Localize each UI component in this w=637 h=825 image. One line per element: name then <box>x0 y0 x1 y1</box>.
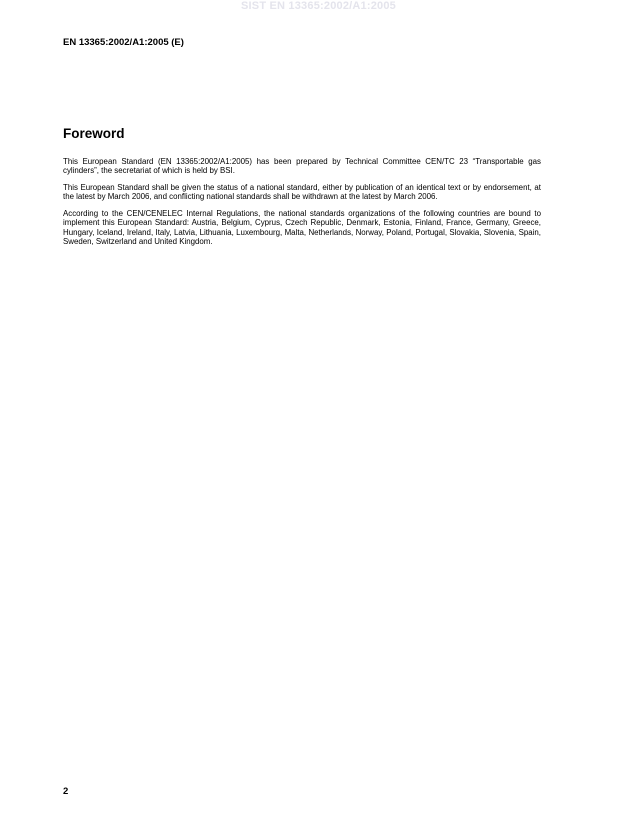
foreword-paragraph-2: This European Standard shall be given the status of a national standard, either by publication of an identical text or by endorsement, at the latest by March 2006, and conflicting national standards shall be withdrawn at the latest by March 2006. <box>63 183 541 202</box>
watermark: SIST EN 13365:2002/A1:2005 <box>240 0 397 12</box>
foreword-paragraph-3: According to the CEN/CENELEC Internal Regulations, the national standards organizations of the following countries are bound to implement this European Standard: Austria, Belgium, Cyprus, Czech Republic, Denmark, Estonia, Finland, France, Germany, Greece, Hungary, Iceland, Ireland, Italy, Latvia, Lithuania, Luxembourg, Malta, Netherlands, Norway, Poland, Portugal, Slovakia, Slovenia, Spain, Sweden, Switzerland and United Kingdom. <box>63 209 541 247</box>
foreword-paragraph-1: This European Standard (EN 13365:2002/A1:2005) has been prepared by Technical Committee CEN/TC 23 “Transportable gas cylinders”, the secretariat of which is held by BSI. <box>63 157 541 176</box>
document-reference: EN 13365:2002/A1:2005 (E) <box>63 37 184 48</box>
foreword-title: Foreword <box>63 126 125 141</box>
page-number: 2 <box>63 786 69 797</box>
foreword-body <box>63 157 541 254</box>
